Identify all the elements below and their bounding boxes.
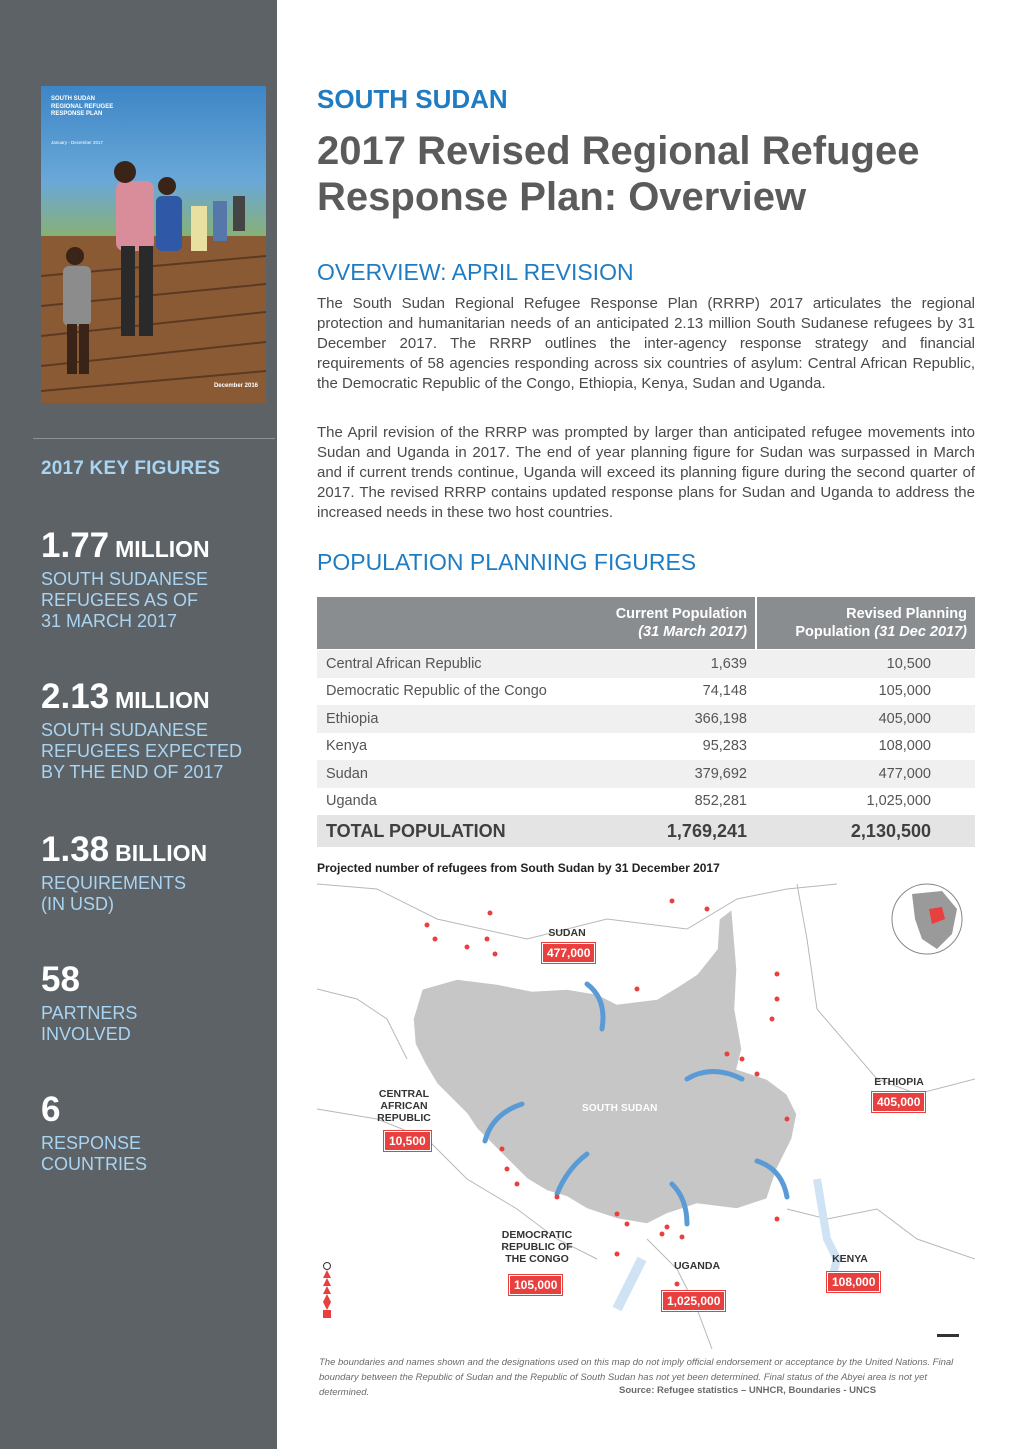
cell-current: 366,198 [586,705,756,733]
cover-title-line: SOUTH SUDAN [51,96,96,102]
projected-number-swatch [323,1310,331,1318]
cell-planned: 477,000 [756,760,975,788]
key-figure-desc-line: INVOLVED [41,1024,131,1044]
key-figure-description [41,1003,137,1045]
key-figure-desc-line: SOUTH SUDANESE [41,569,209,589]
cell-current: 74,148 [702,683,747,700]
table-row [317,650,975,678]
table-row [317,788,975,816]
map-badge-uganda: 1,025,000 [662,1291,725,1311]
key-figure-partners [41,962,137,1045]
key-figure-unit: BILLION [115,840,208,866]
cover-image[interactable] [41,86,266,403]
cover-title-line: RESPONSE PLAN [51,111,103,117]
key-figure-description [41,1133,147,1175]
cover-title-line: REGIONAL REFUGEE [51,103,114,110]
map-label-uganda: UGANDA [673,1260,721,1272]
table-header-row [317,597,975,649]
key-figure-value: 1.77 [41,526,110,565]
population-heading: POPULATION PLANNING FIGURES [317,549,697,575]
legend-item [323,1262,331,1270]
table-header-planned [756,597,975,649]
key-figure-value: 6 [41,1090,61,1129]
settlement-icon [323,1278,331,1286]
key-figure-desc-line: REFUGEES EXPECTED [41,741,243,761]
population-table [317,597,975,847]
key-figure-desc-line: 31 MARCH 2017 [41,611,178,631]
header-line: Current Population [615,606,747,622]
cell-current: 1,639 [586,650,756,678]
overview-heading: OVERVIEW: APRIL REVISION [317,259,634,285]
table-row [317,705,975,733]
key-figure-value: 58 [41,960,80,999]
map-badge-kenya: 108,000 [827,1272,880,1292]
cell-country: Sudan [317,760,586,788]
refugee-map[interactable] [317,879,975,1349]
scale-bar [937,1334,959,1337]
page-title [317,128,997,220]
sidebar [0,0,277,1449]
key-figure-value: 1.38 [41,830,110,869]
key-figure-description [41,569,210,632]
south-sudan-shape [413,909,797,1224]
header-line: Population [795,624,875,640]
cell-current: 379,692 [586,760,756,788]
africa-inset-globe [892,884,962,954]
legend-item [323,1294,331,1302]
cell-country: Democratic Republic of the Congo [326,683,547,700]
key-figure-unit: MILLION [115,687,210,713]
header-line: Revised Planning [846,606,967,622]
cover-photo-illustration [41,86,266,403]
map-label-south-sudan: SOUTH SUDAN [582,1103,658,1114]
map-legend [323,1262,331,1318]
cell-planned: 405,000 [756,705,975,733]
map-badge-central-african-republic: 10,500 [384,1131,431,1151]
map-label-central-african-republic: CENTRAL AFRICAN REPUBLIC [377,1088,431,1124]
map-label-drc: DEMOCRATIC REPUBLIC OF THE CONGO [501,1229,573,1265]
legend-item [323,1278,331,1286]
cell-total-current: 1,769,241 [586,815,756,847]
key-figure-desc-line: COUNTRIES [41,1154,148,1174]
table-header-current [586,597,756,649]
refugee-camp-icon [323,1270,331,1278]
key-figure-desc-line: SOUTH SUDANESE [41,720,209,740]
key-figure-refugees-expected [41,679,242,783]
key-figure-value: 2.13 [41,677,110,716]
sidebar-divider [33,438,275,439]
key-figure-description [41,873,207,915]
cell-country: Central African Republic [317,650,586,678]
key-figure-desc-line: (IN USD) [41,894,114,914]
refugee-site-icon [323,1302,331,1310]
map-source: Source: Refugee statistics – UNHCR, Boundaries - UNCS [619,1385,877,1396]
cell-country: Uganda [326,793,377,810]
header-line: (31 Dec 2017) [874,624,967,640]
map-label-sudan: SUDAN [548,927,586,939]
cell-planned: 108,000 [878,738,931,755]
map-label-ethiopia: ETHIOPIA [874,1076,924,1088]
key-figure-unit: MILLION [115,536,210,562]
overview-paragraph-1: The South Sudan Regional Refugee Response Plan (RRRP) 2017 articulates the regional protection and humanitarian needs of an anticipated 2.13 million South Sudanese refugees by 31 December 2017. The RRRP outlines the inter-agency response strategy and financial requirements of 58 agencies responding across six countries of asylum: Central African Republic, the Democratic Republic of the Congo, Ethiopia, Kenya, Sudan and Uganda. [317,295,975,392]
key-figure-desc-line: BY THE END OF 2017 [41,762,224,782]
map-label-kenya: KENYA [832,1253,868,1265]
capital-icon [323,1262,331,1270]
legend-item [323,1302,331,1310]
key-figure-countries [41,1092,147,1175]
key-figure-requirements [41,832,207,915]
cell-planned: 105,000 [878,683,931,700]
river-shape [617,1259,642,1309]
table-row [317,760,975,788]
cell-current: 95,283 [702,738,747,755]
country-heading: SOUTH SUDAN [317,84,508,114]
cell-planned: 10,500 [756,650,975,678]
table-total-row [317,815,975,847]
table-row [317,678,975,706]
legend-item [323,1310,331,1318]
cover-title [51,96,113,119]
legend-item [323,1286,331,1294]
map-disclaimer: The boundaries and names shown and the designations used on this map do not imply official endorsement or acceptance by the United Nations. Final boundary between the Republic of Sudan and the Republic of South Sudan has not yet been determined. Final status of the Abyei area is not yet determined. [319,1357,954,1398]
page-title-line: Response Plan: Overview [317,175,807,219]
header-line: (31 March 2017) [638,624,747,640]
key-figure-desc-line: REQUIREMENTS [41,873,187,893]
map-badge-sudan: 477,000 [542,943,595,963]
urban-location-icon [323,1294,331,1302]
legend-item [323,1270,331,1278]
overview-paragraph-2: The April revision of the RRRP was prompted by larger than anticipated refugee movements into Sudan and Uganda in 2017. The end of year planning figure for Sudan was surpassed in March and if current trends continue, Uganda will exceed its planning figure during the second quarter of 2017. The revised RRRP contains updated response plans for Sudan and Uganda to address the increased needs in these two host countries. [317,424,975,521]
cell-country: Ethiopia [317,705,586,733]
key-figure-description [41,720,242,783]
page-title-line: 2017 Revised Regional Refugee [317,129,920,173]
cell-country: Kenya [326,738,368,755]
cell-total-planned: 2,130,500 [756,815,975,847]
map-badge-ethiopia: 405,000 [872,1092,925,1112]
key-figure-desc-line: PARTNERS [41,1003,138,1023]
cover-date-range: January - December 2017 [51,140,104,145]
cover-footer-date: December 2016 [213,383,258,389]
table-row [317,733,975,761]
map-title: Projected number of refugees from South Sudan by 31 December 2017 [317,861,720,875]
cell-total-label: TOTAL POPULATION [317,815,586,847]
map-badge-drc: 105,000 [509,1275,562,1295]
key-figure-desc-line: REFUGEES AS OF [41,590,199,610]
key-figure-refugees-current [41,528,210,632]
table-header-country [317,597,586,649]
cell-planned: 1,025,000 [866,793,931,810]
reception-centre-icon [323,1286,331,1294]
cell-current: 852,281 [694,793,747,810]
key-figures-title: 2017 KEY FIGURES [41,458,221,479]
key-figure-desc-line: RESPONSE [41,1133,142,1153]
